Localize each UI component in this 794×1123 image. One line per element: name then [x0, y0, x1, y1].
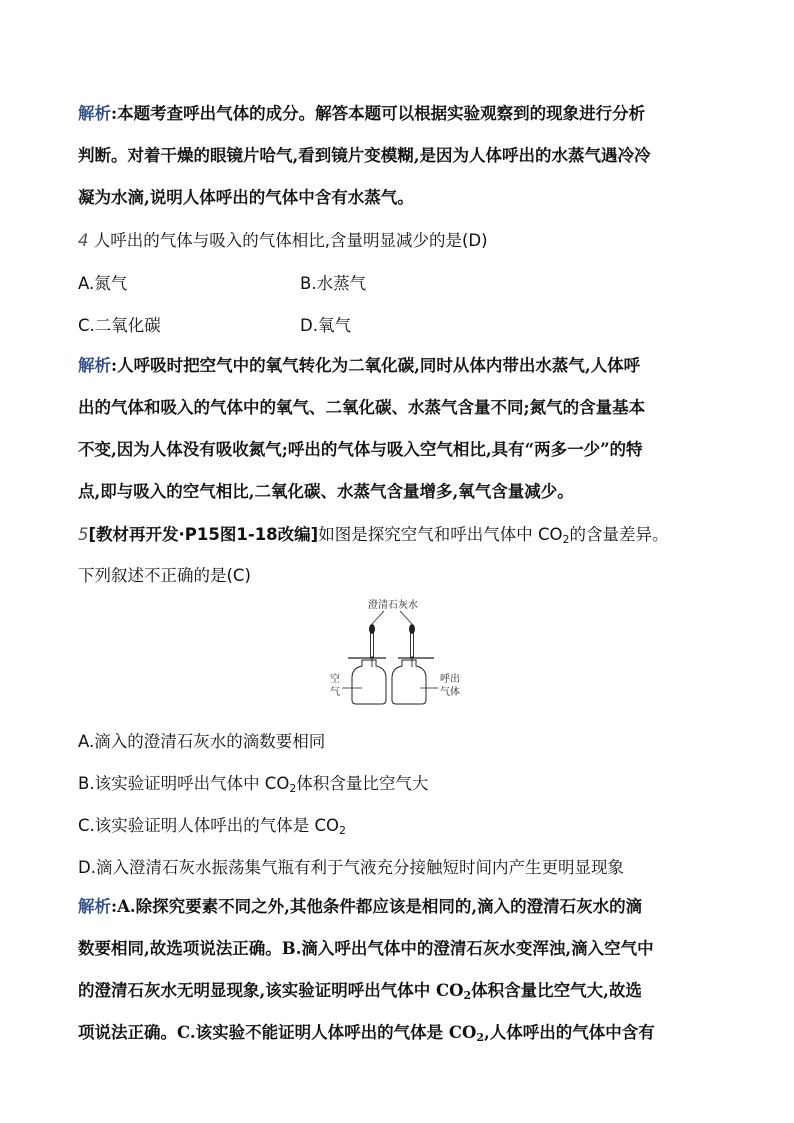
analysis-label: 解析	[78, 356, 111, 375]
question-4-option-b: B.水蒸气	[300, 274, 367, 293]
question-source: [教材再开发·P15图1-18改编]	[88, 525, 319, 544]
analysis-5-line-2: 数要相同,故选项说法正确。B.滴入呼出气体中的澄清石灰水变浑浊,滴入空气中	[78, 939, 654, 958]
analysis-3-line-1: 解析:本题考查呼出气体的成分。解答本题可以根据实验观察到的现象进行分析	[78, 104, 646, 123]
analysis-3-line-2: 判断。对着干燥的眼镜片哈气,看到镜片变模糊,是因为人体呼出的水蒸气遇冷冷	[78, 146, 651, 165]
question-4-stem: 4 人呼出的气体与吸入的气体相比,含量明显减少的是(D)	[78, 231, 488, 250]
figure-label-exhaled-1: 呼出	[440, 674, 460, 685]
analysis-5-line-3: 的澄清石灰水无明显现象,该实验证明呼出气体中 $CO_2$体积含量比空气大,故选	[78, 981, 642, 1002]
analysis-4-line-4: 点,即与吸入的空气相比,二氧化碳、水蒸气含量增多,氧气含量减少。	[78, 482, 574, 501]
analysis-4-line-1: 解析:人呼吸时把空气中的氧气转化为二氧化碳,同时从体内带出水蒸气,人体呼	[78, 356, 641, 375]
analysis-label: 解析	[78, 897, 111, 916]
figure-label-exhaled-2: 气体	[440, 687, 460, 698]
left-dropper	[369, 624, 375, 667]
figure-label-air-2: 气	[330, 687, 340, 698]
question-4-option-a: A.氮气	[78, 274, 128, 293]
left-gas-bottle	[352, 660, 386, 704]
question-5-stem: 5[教材再开发·P15图1-18改编]如图是探究空气和呼出气体中 $CO_2$的含量差异。	[78, 525, 669, 546]
question-4-option-c: C.二氧化碳	[78, 316, 161, 335]
right-dropper	[409, 624, 415, 667]
figure-label-limewater: 澄清石灰水	[368, 600, 418, 611]
analysis-label: 解析	[78, 104, 111, 123]
question-5-option-c: C.该实验证明人体呼出的气体是 $CO_2$	[78, 816, 347, 837]
question-5-option-a: A.滴入的澄清石灰水的滴数要相同	[78, 732, 326, 751]
question-5-option-b: B.该实验证明呼出气体中 $CO_2$体积含量比空气大	[78, 774, 429, 795]
question-5-stem-line-2: 下列叙述不正确的是(C)	[78, 566, 251, 585]
experiment-figure	[322, 596, 472, 708]
figure-label-air-1: 空	[330, 674, 340, 685]
question-5-option-d: D.滴入澄清石灰水振荡集气瓶有利于气液充分接触短时间内产生更明显现象	[78, 858, 624, 877]
question-number: 4	[78, 231, 89, 250]
analysis-3-line-3: 凝为水滴,说明人体呼出的气体中含有水蒸气。	[78, 188, 414, 207]
analysis-4-line-3: 不变,因为人体没有吸收氮气;呼出的气体与吸入空气相比,具有“两多一少”的特	[78, 440, 643, 459]
analysis-5-line-4: 项说法正确。C.该实验不能证明人体呼出的气体是 $CO_2$,人体呼出的气体中含有	[78, 1023, 655, 1044]
question-number: 5	[78, 525, 89, 544]
question-4-option-d: D.氧气	[300, 316, 351, 335]
analysis-5-line-1: 解析:A.除探究要素不同之外,其他条件都应该是相同的,滴入的澄清石灰水的滴	[78, 897, 643, 916]
analysis-4-line-2: 出的气体和吸入的气体中的氧气、二氧化碳、水蒸气含量不同;氮气的含量基本	[78, 398, 646, 417]
right-gas-bottle	[392, 660, 426, 704]
